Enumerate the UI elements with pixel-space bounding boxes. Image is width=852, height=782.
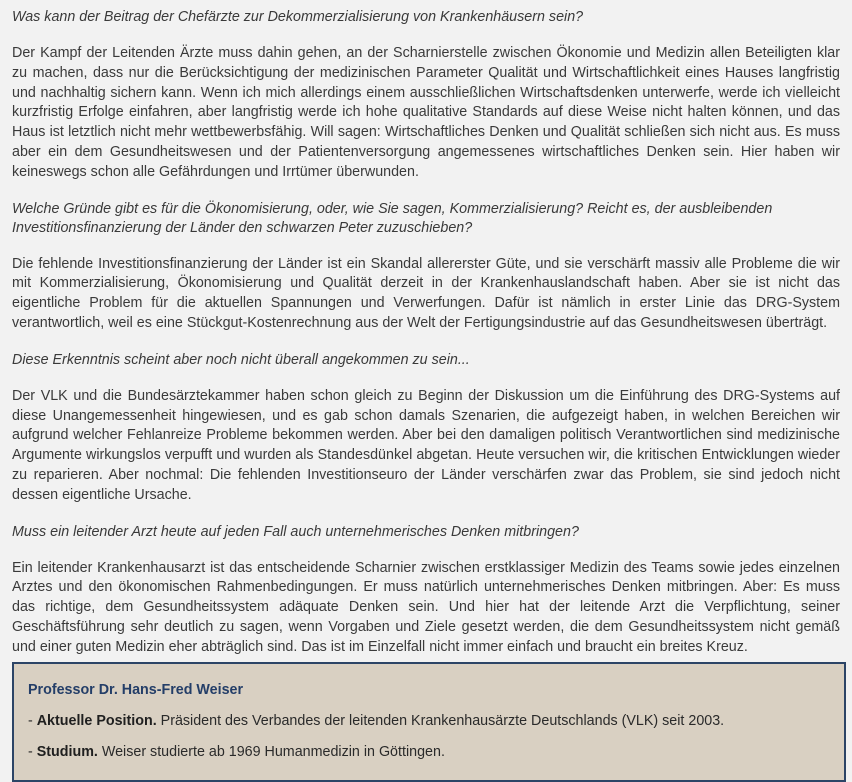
- profile-position: [28, 713, 830, 729]
- study-text: Weiser studierte ab 1969 Humanmedizin in Göttingen.: [97, 744, 445, 760]
- question-1: Was kann der Beitrag der Chefärzte zur Dekommerzialisierung von Krankenhäusern sein?: [12, 9, 584, 25]
- answer-3: Der VLK und die Bundesärztekammer haben schon gleich zu Beginn der Diskussion um die Einführung des DRG-Systems auf diese Unangemessenheit hingewiesen, und es gab schon damals Szenarien, die aufgezeigt haben, in welchen Bereichen wir aufgrund welcher Fehlanreize Probleme bekommen werden. Aber bei den damaligen politisch Verantwortlichen sind medizinische Argumente wirkungslos verpufft und wurden als Standesdünkel abgetan. Heute versuchen wir, die kritischen Entwicklungen wieder zu reparieren. Aber nochmal: Die fehlenden Investitionseuro der Länder verschärfen zwar das Problem, sie sind jedoch nicht dessen eigentliche Ursache.: [12, 387, 840, 503]
- position-text: Präsident des Verbandes der leitenden Krankenhausärzte Deutschlands (VLK) seit 2003.: [156, 713, 725, 729]
- question-2: Welche Gründe gibt es für die Ökonomisierung, oder, wie Sie sagen, Kommerzialisierung? Reicht es, der ausbleibenden Investitionsfinanzierung der Länder den schwarzen Peter zuzuschieben?: [12, 200, 773, 236]
- profile-name: Professor Dr. Hans-Fred Weiser: [28, 682, 244, 698]
- answer-1: Der Kampf der Leitenden Ärzte muss dahin gehen, an der Scharnierstelle zwischen Ökonomie und Medizin allen Beteiligten klar zu machen, dass nur die Berücksichtigung der medizinischen Parameter Qualität und Wirtschaftlichkeit eines Hauses langfristig und nachhaltig sichern kann. Wenn ich mich allerdings einem ausschließlichen Wirtschaftsdenken unterwerfe, werde ich vielleicht kurzfristig Erfolge einfahren, aber langfristig werde ich hohe qualitative Standards auf diese Weise nicht halten können, und das Haus ist letztlich nicht mehr wettbewerbsfähig. Will sagen: Wirtschaftliches Denken und Qualität schließen sich nicht aus. Es muss aber ein dem Gesundheitswesen und der Patientenversorgung angemessenes wirtschaftliches Denken sein. Hier haben wir keineswegs schon alle Gefährdungen und Irrtümer überwunden.: [12, 45, 840, 180]
- profile-study: [28, 744, 830, 760]
- answer-2: Die fehlende Investitionsfinanzierung der Länder ist ein Skandal allererster Güte, und sie verschärft massiv alle Probleme die wir mit Kommerzialisierung, Ökonomisierung und Qualität derzeit in der Krankenhauslandschaft haben. Aber sie ist nicht das eigentliche Problem für die aktuellen Spannungen und Verwerfungen. Dafür ist nämlich in erster Linie das DRG-System verantwortlich, weil es eine Stückgut-Kostenrechnung aus der Welt der Fertigungsindustrie auf das Gesundheitswesen überträgt.: [12, 255, 840, 331]
- bullet-dash: -: [28, 713, 37, 729]
- position-label: Aktuelle Position.: [36, 713, 157, 729]
- study-label: Studium.: [36, 744, 98, 760]
- question-4: Muss ein leitender Arzt heute auf jeden Fall auch unternehmerisches Denken mitbringen?: [12, 523, 579, 540]
- question-3: Diese Erkenntnis scheint aber noch nicht überall angekommen zu sein...: [12, 351, 470, 368]
- profile-infobox: [12, 662, 846, 782]
- answer-4: Ein leitender Krankenhausarzt ist das entscheidende Scharnier zwischen erstklassiger Medizin des Teams sowie jedes einzelnen Arztes und den ökonomischen Rahmenbedingungen. Er muss natürlich unternehmerisches Denken mitbringen. Aber: Es muss das richtige, dem Gesundheitssystem adäquate Denken sein. Und hier hat der leitende Arzt die Verpflichtung, seiner Geschäftsführung sehr deutlich zu sagen, wenn Vorgaben und Ziele gesetzt werden, die dem Gesundheitssystem nicht gemäß und einer guten Medizin eher abträglich sind. Das ist im Einzelfall nicht immer einfach und braucht ein breites Kreuz.: [12, 559, 840, 655]
- bullet-dash: -: [28, 744, 37, 760]
